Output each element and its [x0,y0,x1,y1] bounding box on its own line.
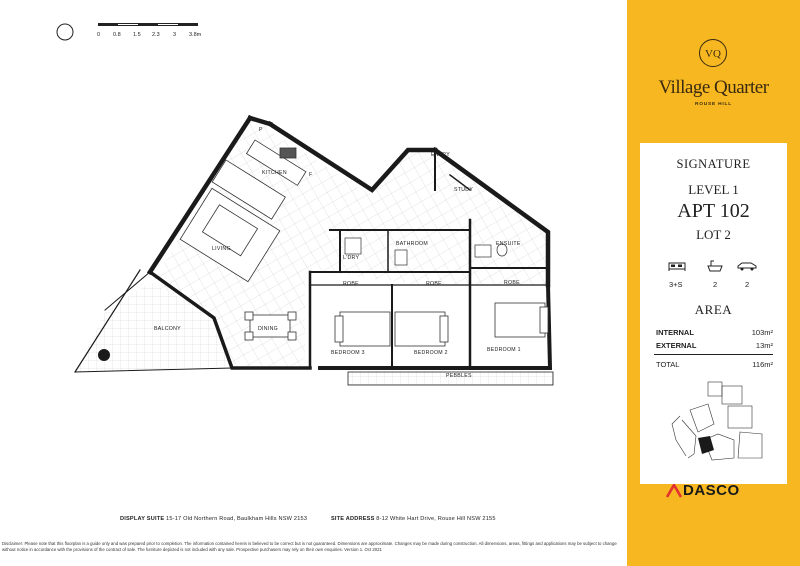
dasco-mark-icon [665,484,683,498]
unit-lot: LOT 2 [696,227,731,242]
bedrooms-count: 3+S [669,280,683,289]
scale-tick: 2.3 [152,32,160,38]
brand-location: ROUSE HILL [694,102,733,107]
room-label-ensuite: ENSUITE [496,241,521,247]
scale-tick: 3.8m [189,32,202,38]
key-plan-map [668,380,768,470]
scale-tick: 0.8 [113,32,121,38]
developer-name: DASCO [683,482,740,499]
area-divider [654,354,773,355]
developer-logo [665,483,775,501]
internal-area-value: 103m² [751,328,773,337]
unit-level: LEVEL 1 [688,182,739,197]
area-heading: AREA [694,302,733,317]
site-address-label: SITE ADDRESS [331,516,375,522]
room-label-robe-2: ROBE [426,281,442,287]
car-icon [737,261,757,271]
room-label-bathroom: BATHROOM [396,241,428,247]
bed-icon [668,260,686,272]
external-area-label: EXTERNAL [656,341,697,350]
floor-plan [60,105,560,395]
disclaimer: Disclaimer: Please note that this floorplan is a guide only and was prepared prior to completion. The information contained herein is believed to be correct but is not guaranteed. Dimensions are approximate. Changes may be made during construction. All dimensions, areas, fittings and applications may be subject to change without notice in accordance with the provisions of the contract of sale. The furniture depicted is not included with any sale. Prospective purchasers may rely on their own enquiries. Version 1. Oct 2021 [2,541,617,552]
key-plan-highlight [698,436,714,454]
room-label-pebbles: PEBBLES [446,373,472,379]
room-label-pantry: P [259,127,263,133]
scale-bar [98,23,206,41]
room-label-balcony: BALCONY [154,326,181,332]
display-suite-label: DISPLAY SUITE [120,516,165,522]
north-arrow-icon [55,22,75,42]
total-area-label: TOTAL [656,360,680,369]
internal-area-label: INTERNAL [656,328,694,337]
room-label-bedroom-3: BEDROOM 3 [331,350,365,356]
room-label-study: STUDY [454,187,474,193]
monogram-text: VQ [705,48,721,60]
scale-tick: 1.5 [133,32,141,38]
scale-tick: 3 [173,32,177,38]
total-area-value: 116m² [752,360,773,369]
collection-name: SIGNATURE [676,157,751,171]
room-label-laundry: L'DRY [343,255,360,261]
carspaces-count: 2 [745,280,750,289]
room-label-fridge: F [309,172,313,178]
room-label-living: LIVING [212,246,231,252]
display-suite-address [120,516,307,522]
unit-apt: APT 102 [677,200,750,222]
balcony-table [98,349,110,361]
room-label-entry: ENTRY [431,152,450,158]
site-address-value: 8-12 White Hart Drive, Rouse Hill NSW 2155 [376,516,496,522]
display-suite-value: 15-17 Old Northern Road, Baulkham Hills NSW 2153 [166,516,308,522]
external-area-value: 13m² [755,341,773,350]
unit-info-card [640,143,787,484]
room-label-dining: DINING [258,326,278,332]
scale-tick: 0 [97,32,101,38]
room-label-robe-1: ROBE [504,280,520,286]
bathrooms-count: 2 [713,280,718,289]
brand-name: Village Quarter [658,77,769,98]
bath-icon [707,259,723,273]
site-address [331,516,496,522]
room-label-kitchen: KITCHEN [262,170,287,176]
monogram-logo [698,38,728,68]
room-label-bedroom-2: BEDROOM 2 [414,350,448,356]
room-label-bedroom-1: BEDROOM 1 [487,347,521,353]
room-label-robe-3: ROBE [343,281,359,287]
